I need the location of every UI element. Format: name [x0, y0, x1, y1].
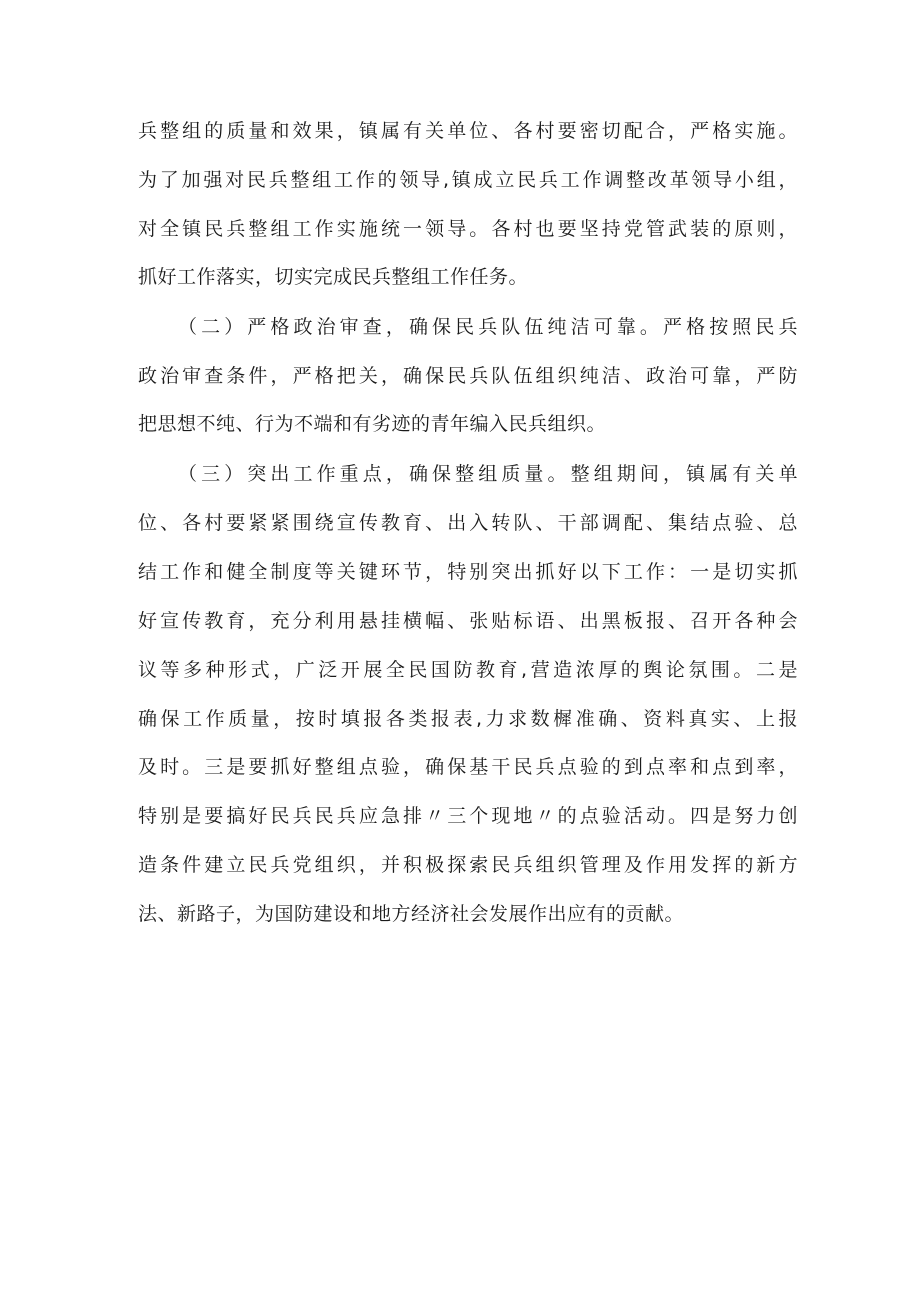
- body-text-line: 好宣传教育，充分利用悬挂横幅、张贴标语、出黑板报、召开各种会: [138, 610, 798, 632]
- section-heading-line: （三）突出工作重点，确保整组质量。整组期间，镇属有关单: [178, 463, 798, 485]
- body-text-line: 抓好工作落实，切实完成民兵整组工作任务。: [138, 266, 529, 288]
- body-text-line: 议等多种形式，广泛开展全民国防教育,营造浓厚的舆论氛围。二是: [138, 659, 798, 681]
- body-text-line: 特别是要搞好民兵民兵应急排〃三个现地〃的点验活动。四是努力创: [138, 805, 798, 827]
- body-text-line: 把思想不纯、行为不端和有劣迹的青年编入民兵组织。: [138, 413, 607, 435]
- body-text-line: 兵整组的质量和效果，镇属有关单位、各村要密切配合，严格实施。: [138, 120, 798, 142]
- section-heading-line: （二）严格政治审查，确保民兵队伍纯洁可靠。严格按照民兵: [178, 316, 798, 338]
- body-text-line: 政治审查条件，严格把关，确保民兵队伍组织纯洁、政治可靠，严防: [138, 365, 798, 387]
- body-text-line: 为了加强对民兵整组工作的领导,镇成立民兵工作调整改革领导小组，: [138, 169, 798, 191]
- body-text-line: 确保工作质量，按时填报各类报表,力求数樨准确、资料真实、上报: [138, 708, 798, 730]
- body-text-line: 位、各村要紧紧围绕宣传教育、出入转队、干部调配、集结点验、总: [138, 512, 798, 534]
- body-text-line: 造条件建立民兵党组织，并积极探索民兵组织管理及作用发挥的新方: [138, 854, 798, 876]
- body-text-line: 法、新路子，为国防建设和地方经济社会发展作出应有的贡献。: [138, 903, 685, 925]
- body-text-line: 对全镇民兵整组工作实施统一领导。各村也要坚持党管武装的原则，: [138, 218, 798, 240]
- body-text-line: 结工作和健全制度等关键环节，特别突出抓好以下工作：一是切实抓: [138, 561, 798, 583]
- body-text-line: 及时。三是要抓好整组点验，确保基干民兵点验的到点率和点到率，: [138, 756, 798, 778]
